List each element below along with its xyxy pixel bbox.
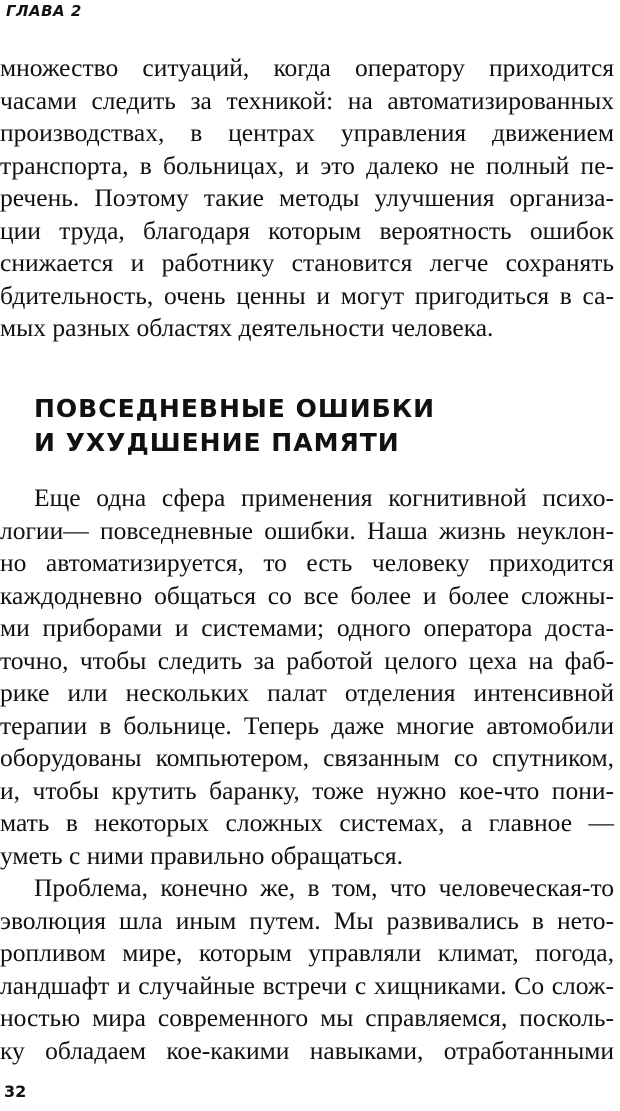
text-line: оборудованы компьютером, связанным со спутником, <box>0 743 614 772</box>
text-line: ку обладаем кое-какими навыками, отработанными <box>0 1035 614 1065</box>
text-line: речень. Поэтому такие методы улучшения организа- <box>0 183 614 212</box>
text-line: уметь с ними правильно обращаться. <box>0 840 403 870</box>
text-line: ландшафт и случайные встречи с хищниками. Со слож- <box>0 970 614 1000</box>
text-line: бдительность, очень ценны и могут пригодиться в са- <box>0 280 614 310</box>
text-line: мых разных областях деятельности человека. <box>0 313 494 342</box>
text-line: производствах, в центрах управления движением <box>0 118 614 147</box>
text-line: терапии в больнице. Теперь даже многие автомобили <box>0 710 614 740</box>
text-line: Проблема, конечно же, в том, что человеческая-то <box>34 873 614 902</box>
running-head: ГЛАВА 2 <box>6 2 82 20</box>
text-line: мать в некоторых сложных системах, а главное — <box>0 808 614 837</box>
text-line: но автоматизируется, то есть человеку приходится <box>0 548 614 577</box>
text-line: рике или нескольких палат отделения интенсивной <box>0 678 614 707</box>
text-line: ропливом мире, которым управляли климат, погода, <box>0 938 614 967</box>
heading-line: ПОВСЕДНЕВНЫЕ ОШИБКИ <box>34 394 436 423</box>
paragraph-problem <box>0 872 614 1067</box>
text-line: логии— повседневные ошибки. Наша жизнь неуклон- <box>0 515 614 545</box>
text-line: множество ситуаций, когда оператору приходится <box>0 53 614 82</box>
text-line: часами следить за техникой: на автоматизированных <box>0 85 614 115</box>
text-line: каждодневно общаться со все более и более сложны- <box>0 580 614 610</box>
text-line: ностью мира современного мы справляемся, посколь- <box>0 1003 614 1032</box>
heading-line: И УХУДШЕНИЕ ПАМЯТИ <box>34 428 400 457</box>
text-line: транспорта, в больницах, и это далеко не полный пе- <box>0 150 614 180</box>
text-line: и, чтобы крутить баранку, тоже нужно кое-что пони- <box>0 775 614 805</box>
text-line: ми приборами и системами; одного оператора доста- <box>0 613 614 642</box>
text-line: точно, чтобы следить за работой целого цеха на фаб- <box>0 645 614 675</box>
section-heading <box>34 392 435 460</box>
paragraph-section-intro <box>0 482 614 872</box>
page-number: 32 <box>4 1082 27 1101</box>
text-line: эволюция шла иным путем. Мы развивались в нето- <box>0 905 614 935</box>
text-line: Еще одна сфера применения когнитивной психо- <box>34 483 614 512</box>
text-line: снижается и работнику становится легче сохранять <box>0 248 614 277</box>
paragraph-continued <box>0 52 614 345</box>
text-line: ции труда, благодаря которым вероятность ошибок <box>0 215 614 245</box>
